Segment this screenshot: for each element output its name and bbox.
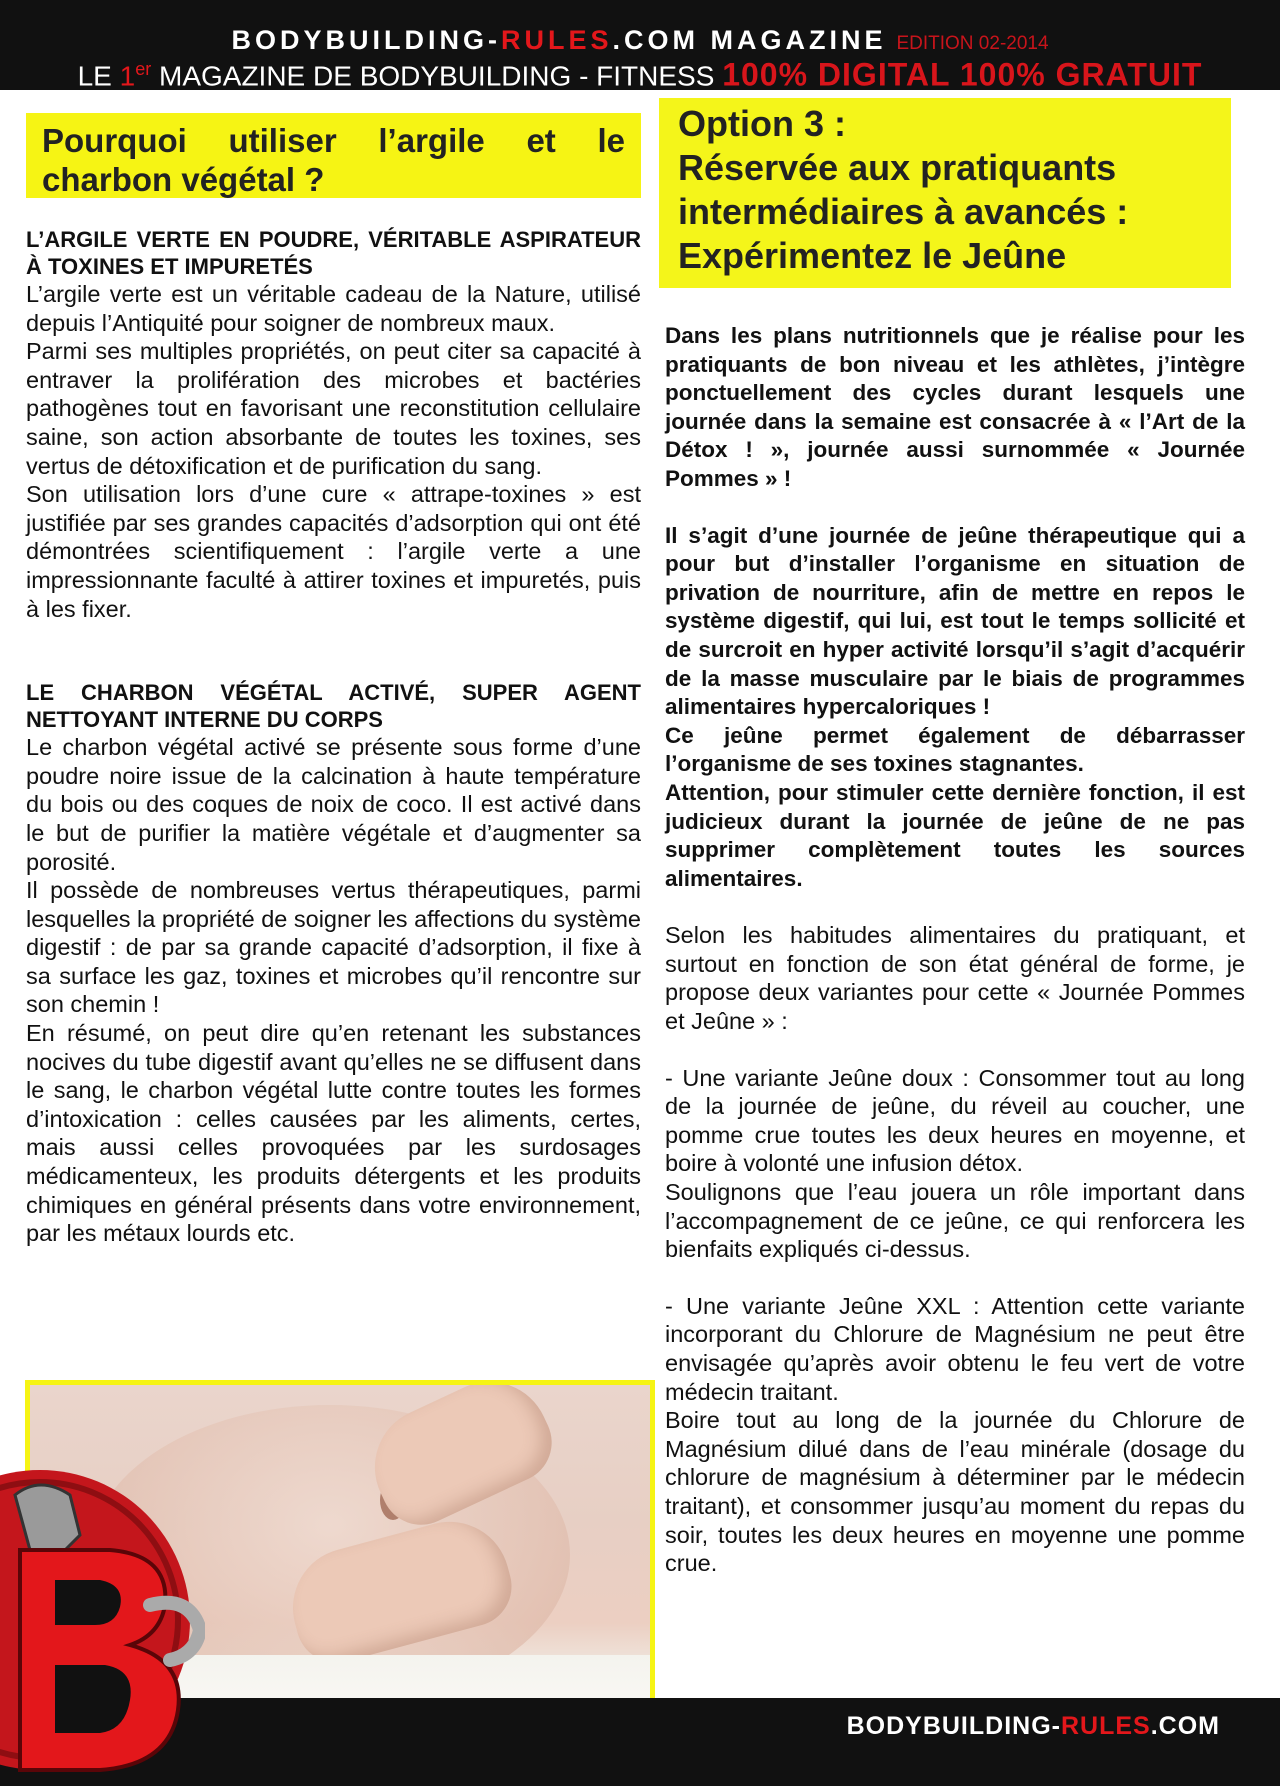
magazine-header <box>0 0 1280 93</box>
variant-soft-paragraph: - Une variante Jeûne doux : Consommer tout au long de la journée de jeûne, du réveil au coucher, une pomme crue toutes les deux heures en moyenne, et boire à volonté une infusion détox. <box>665 1064 1245 1177</box>
option-title-line2: Réservée aux pratiquants <box>678 147 1117 188</box>
left-title-line2: charbon végétal ? <box>42 161 325 198</box>
charbon-paragraph-3: En résumé, on peut dire qu’en retenant les substances nocives du tube digestif avant qu’elles ne se diffusent dans le sang, le charbon végétal lutte contre toutes les formes d’intoxication : celles causées par les aliments, certes, mais aussi celles provoquées par les surdosages médicamenteux, les produits détergents et les produits chimiques en général présents dans votre environnement, par les métaux lourds etc. <box>26 1020 641 1247</box>
tagline-number: 1 <box>119 60 136 92</box>
edition-label: EDITION 02-2014 <box>896 33 1049 54</box>
tagline-sup: er <box>135 59 152 79</box>
tagline-digital-free: 100% DIGITAL 100% GRATUIT <box>722 56 1203 93</box>
left-title-line1: Pourquoi utiliser l’argile et le <box>42 122 625 159</box>
tagline <box>0 52 1280 93</box>
option-title-line1: Option 3 : <box>678 103 846 144</box>
section-charbon-title: LE CHARBON VÉGÉTAL ACTIVÉ, SUPER AGENT NETTOYANT INTERNE DU CORPS <box>26 680 641 733</box>
footer-brand-rules: RULES <box>1060 1712 1151 1740</box>
footer-brand <box>847 1712 1220 1741</box>
masthead-brand-a: BODYBUILDING- <box>231 25 501 55</box>
toxins-bold-paragraph: Ce jeûne permet également de débarrasser l’organisme de ses toxines stagnantes. <box>665 722 1245 777</box>
variants-intro-paragraph: Selon les habitudes alimentaires du pratiquant, et surtout en fonction de son état général de forme, je propose deux variantes pour cette « Journée Pommes et Jeûne » : <box>665 922 1245 1035</box>
option-title-line4: Expérimentez le Jeûne <box>678 235 1067 276</box>
argile-paragraph-1: L’argile verte est un véritable cadeau de la Nature, utilisé depuis l’Antiquité pour soigner de nombreux maux. <box>26 281 641 336</box>
section-argile-title: L’ARGILE VERTE EN POUDRE, VÉRITABLE ASPIRATEUR À TOXINES ET IMPURETÉS <box>26 227 641 279</box>
charbon-paragraph-1: Le charbon végétal activé se présente sous forme d’une poudre noire issue de la calcination à haute température du bois ou des coques de noix de coco. Il est activé dans le but de purifier la matière végétale et d’augmenter sa porosité. <box>26 734 641 875</box>
bodybuilding-rules-logo <box>0 1455 205 1786</box>
attention-bold-paragraph: Attention, pour stimuler cette dernière fonction, il est judicieux durant la journée de jeûne de ne pas supprimer complètement toutes les sources alimentaires. <box>665 779 1245 891</box>
right-column <box>665 98 1245 1578</box>
intro-bold-paragraph: Dans les plans nutritionnels que je réalise pour les pratiquants de bon niveau et les athlètes, j’intègre ponctuellement des cycles durant lesquels une journée dans la semaine est consacrée à « l’Art de la Détox ! », journée aussi surnommée « Journée Pommes » ! <box>665 323 1245 491</box>
footer-brand-a: BODYBUILDING- <box>846 1712 1061 1740</box>
variant-xxl-paragraph: - Une variante Jeûne XXL : Attention cette variante incorporant du Chlorure de Magnésium ne peut être envisagée qu’après avoir obtenu le feu vert de votre médecin traitant. <box>665 1292 1245 1405</box>
magnesium-paragraph: Boire tout au long de la journée du Chlorure de Magnésium dilué dans de l’eau minérale (dosage du chlorure de magnésium à déterminer par le médecin traitant), et consommer jusqu’au moment du repas du soir, toutes les deux heures en moyenne une pomme crue. <box>665 1407 1245 1577</box>
argile-paragraph-2: Parmi ses multiples propriétés, on peut citer sa capacité à entraver la prolifération des microbes et bactéries pathogènes tout en favorisant une reconstitution cellulaire saine, son action absorbante de toutes les toxines, ses vertus de détoxification et de purification du sang. <box>26 338 641 479</box>
logo-b-hole-top <box>55 1580 121 1625</box>
tagline-le: LE <box>77 60 120 92</box>
logo-b-hole-bottom <box>55 1665 131 1733</box>
left-column <box>26 113 641 1248</box>
masthead-brand-rules: RULES <box>500 25 613 55</box>
left-title-box <box>26 113 641 198</box>
option-title-line3: intermédiaires à avancés : <box>678 191 1129 232</box>
right-title-box <box>659 98 1231 288</box>
tagline-text: MAGAZINE DE BODYBUILDING - FITNESS <box>151 60 723 92</box>
footer-brand-com: .COM <box>1150 1712 1220 1740</box>
argile-paragraph-3: Son utilisation lors d’une cure « attrape-toxines » est justifiée par ses grandes capacités d’adsorption qui ont été démontrées scientifiquement : l’argile verte a une impressionnante faculté à attirer toxines et impuretés, puis à les fixer. <box>26 481 641 622</box>
water-paragraph: Soulignons que l’eau jouera un rôle important dans l’accompagnement de ce jeûne, ce qui renforcera les bienfaits expliqués ci-dessus. <box>665 1179 1245 1263</box>
charbon-paragraph-2: Il possède de nombreuses vertus thérapeutiques, parmi lesquelles la propriété de soigner les affections du système digestif : de par sa grande capacité d’adsorption, il fixe à sa surface les gaz, toxines et microbes qu’il rencontre sur son chemin ! <box>26 877 641 1018</box>
fasting-bold-paragraph: Il s’agit d’une journée de jeûne thérapeutique qui a pour but d’installer l’organisme en situation de privation de nourriture, afin de mettre en repos le système digestif, qui lui, est tout le temps sollicité et de surcroit en hyper activité lorsqu’il s’agit d’acquérir de la masse musculaire par le biais de programmes alimentaires hypercaloriques ! <box>665 522 1245 720</box>
masthead-brand-c: .COM MAGAZINE <box>612 25 887 55</box>
